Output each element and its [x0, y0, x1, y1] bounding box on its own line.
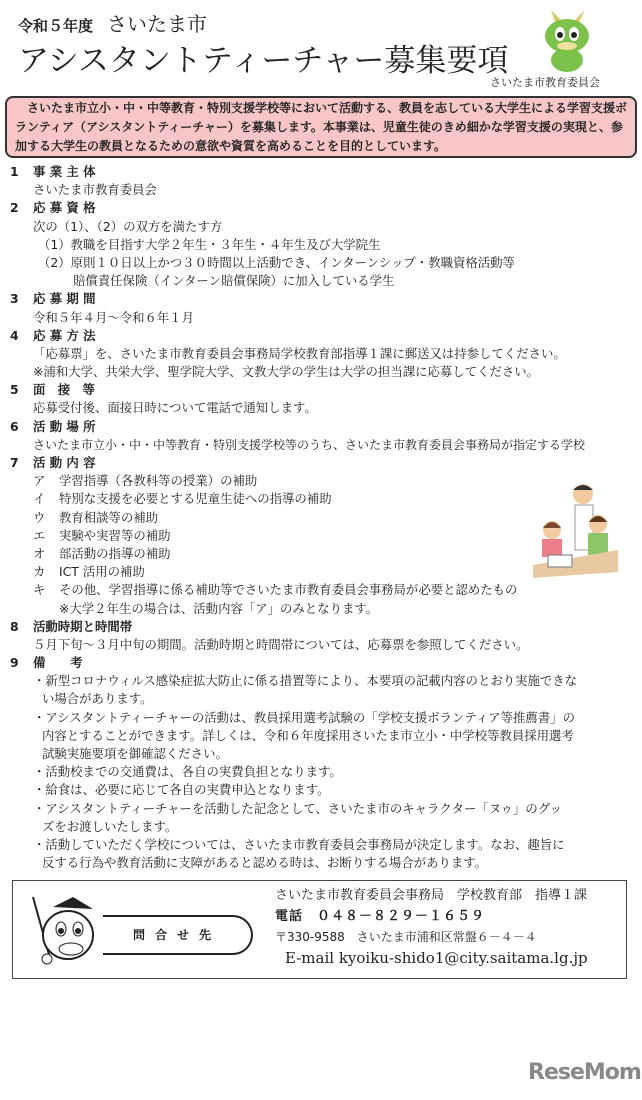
cow-mascot-icon	[23, 887, 113, 973]
section-heading	[0, 199, 642, 217]
section-title: 応 募 資 格	[33, 200, 96, 216]
section-heading	[0, 327, 642, 345]
activity-text: その他、学習指導に係る補助等でさいたま市教育委員会事務局が必要と認めたもの	[59, 582, 518, 598]
contact-email[interactable]: E-mail kyoiku-shido1@city.saitama.lg.jp	[285, 949, 588, 967]
activity-text: 実験や実習等の補助	[59, 527, 171, 543]
intro-box: さいたま市立小・中・中等教育・特別支援学校等において活動する、教員を志している大学生による学習支援ボランティア（アシスタントティーチャー）を募集します。本事業は、児童生徒のきめ細かな学習支援の実現と、参加する大学生の教員となるための意欲や資質を高めることを目的としています。	[5, 96, 637, 158]
section-body: 令和５年４月～令和６年１月	[33, 309, 195, 325]
activity-text: 教育相談等の補助	[59, 509, 159, 525]
section-title: 応 募 方 法	[33, 327, 96, 343]
contact-address: 〒330-9588 さいたま市浦和区常盤６－４－４	[275, 930, 537, 944]
section-body: ５月下旬～３月中旬の期間。活動時期と時間帯については、応募票を参照してください。	[33, 636, 529, 652]
remark-line: ・給食は、必要に応じて各自の実費申込となります。	[33, 782, 330, 798]
remark-line: ・活動していただく学校については、さいたま市教育委員会事務局が決定します。なお、趣旨に	[33, 836, 565, 852]
city-name: さいたま市	[107, 12, 208, 36]
contact-phone: 電話 ０４８－８２９－１６５９	[275, 909, 486, 924]
section-body: 応募受付後、面接日時について電話で通知します。	[33, 400, 317, 416]
remark-line: い場合があります。	[42, 691, 153, 707]
section-number: 4	[10, 327, 19, 343]
section-heading	[0, 381, 642, 399]
section-heading	[0, 618, 642, 636]
activity-label: オ	[33, 545, 46, 561]
contact-label: 問合せ先	[103, 915, 253, 955]
section-number: 9	[10, 655, 19, 671]
remark-line: 内容とすることができます。詳しくは、令和６年度採用さいたま市立小・中学校等教員採用選考	[42, 727, 574, 743]
section-number: 8	[10, 618, 19, 634]
section-title: 備 考	[33, 655, 83, 671]
remark-line: ・アシスタントティーチャーの活動は、教員採用選考試験の「学校支援ボランティア等推薦書」の	[33, 709, 575, 725]
qualification-item: （1）教職を目指す大学２年生・３年生・４年生及び大学院生	[38, 236, 381, 252]
section-number: 6	[10, 418, 19, 434]
section-number: 5	[10, 382, 19, 398]
activity-label: キ	[33, 582, 46, 598]
section-heading	[0, 163, 642, 181]
section-title: 応 募 期 間	[33, 291, 96, 307]
activity-text: 学習指導（各教科等の授業）の補助	[59, 473, 258, 489]
activity-text: ICT 活用の補助	[59, 564, 145, 580]
activity-label: イ	[33, 491, 46, 507]
contact-info	[275, 885, 588, 969]
section-body: 次の（1）、（2）の双方を満たす方	[33, 218, 223, 234]
section-heading	[0, 418, 642, 436]
dragon-mascot-icon	[535, 10, 600, 72]
section-note: ※大学２年生の場合は、活動内容「ア」のみとなります。	[59, 600, 379, 616]
activity-label: エ	[33, 527, 46, 543]
section-title: 活動時期と時間帯	[33, 618, 133, 634]
qualification-item-cont: 賠償責任保険（インターン賠償保険）に加入している学生	[73, 273, 395, 289]
fiscal-year: 令和５年度	[18, 17, 94, 35]
section-title: 面 接 等	[33, 382, 95, 398]
fiscal-year-heading	[18, 8, 207, 37]
qualification-item: （2）原則１０日以上かつ３０時間以上活動でき、インターンシップ・教職資格活動等	[38, 254, 515, 270]
section-body: 「応募票」を、さいたま市教育委員会事務局学校教育部指導１課に郵送又は持参してください。	[33, 345, 566, 361]
section-title: 事 業 主 体	[33, 164, 96, 179]
page-title: アシスタントティーチャー募集要項	[18, 43, 509, 79]
resemom-watermark: ReseMom	[528, 1060, 641, 1085]
section-note: ※浦和大学、共栄大学、聖学院大学、文教大学の学生は大学の担当課に応募してください。	[33, 364, 540, 380]
section-title: 活 動 場 所	[33, 418, 96, 434]
section-body: さいたま市教育委員会	[33, 182, 157, 198]
section-number: 2	[10, 200, 19, 216]
activity-label: カ	[33, 564, 46, 580]
issuer: さいたま市教育委員会	[490, 76, 600, 89]
activity-text: 特別な支援を必要とする児童生徒への指導の補助	[59, 491, 332, 507]
section-heading	[0, 654, 642, 672]
activity-label: ア	[33, 473, 46, 489]
activity-label: ウ	[33, 509, 46, 525]
section-heading	[0, 290, 642, 308]
contact-office: さいたま市教育委員会事務局 学校教育部 指導１課	[275, 888, 588, 903]
section-title: 活 動 内 容	[33, 455, 96, 470]
teacher-students-illustration-icon	[528, 480, 623, 580]
section-number: 3	[10, 291, 19, 307]
section-number: 7	[10, 455, 19, 470]
section-number: 1	[10, 164, 19, 179]
remark-line: ズをお渡しいたします。	[42, 818, 178, 834]
contact-box	[12, 880, 627, 979]
remark-line: ・アシスタントティーチャーを活動した記念として、さいたま市のキャラクター「ヌゥ」のグッ	[33, 800, 562, 816]
remark-line: 反する行為や教育活動に支障があると認める時は、お断りする場合があります。	[42, 855, 488, 871]
activity-item	[0, 581, 642, 599]
activity-text: 部活動の指導の補助	[59, 545, 171, 561]
section-heading	[0, 454, 642, 472]
remark-line: ・新型コロナウィルス感染症拡大防止に係る措置等により、本要項の記載内容のとおり実施できな	[33, 673, 578, 689]
section-body: さいたま市立小・中・中等教育・特別支援学校等のうち、さいたま市教育委員会事務局が指定する学校	[33, 437, 586, 452]
remark-line: 試験実施要項を御確認ください。	[42, 746, 228, 761]
remark-line: ・活動校までの交通費は、各自の実費負担となります。	[33, 764, 342, 780]
